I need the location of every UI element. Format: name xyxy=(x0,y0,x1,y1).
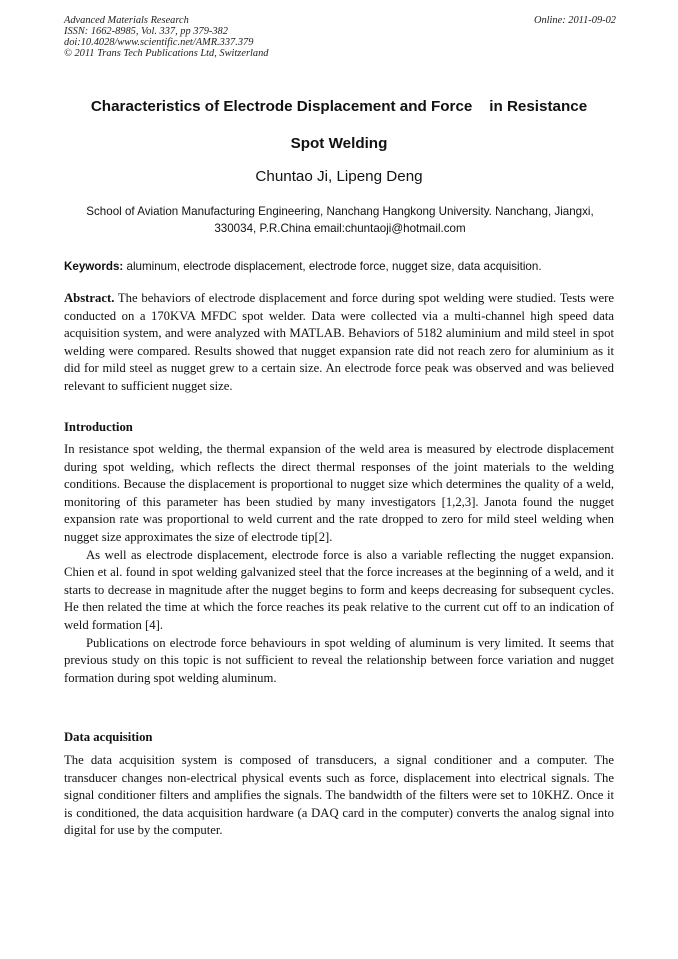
doi-line: doi:10.4028/www.scientific.net/AMR.337.379 xyxy=(64,37,254,48)
introduction-heading: Introduction xyxy=(64,420,133,434)
affiliation xyxy=(64,203,616,237)
issn-line: ISSN: 1662-8985, Vol. 337, pp 379-382 xyxy=(64,26,228,37)
introduction-paragraph: Publications on electrode force behaviours in spot welding of aluminum is very limited. It seems that previous study on this topic is not sufficient to reveal the relationship between force variation and nugget formation during spot welding aluminum. xyxy=(64,635,614,685)
paper-title xyxy=(40,88,638,162)
data-acquisition-heading: Data acquisition xyxy=(64,730,153,744)
copyright-line: © 2011 Trans Tech Publications Ltd, Switzerland xyxy=(64,48,269,59)
affiliation-line-2: 330034, P.R.China email:chuntaoji@hotmail.com xyxy=(214,222,466,235)
online-date: Online: 2011-09-02 xyxy=(533,15,616,26)
introduction-paragraph: As well as electrode displacement, electrode force is also a variable reflecting the nugget expansion. Chien et al. found in spot welding galvanized steel that the force increases at the beginning of a weld, and it starts to decrease in magnitude after the nugget begins to form and keeps decreasing for subsequent cycles. He then related the time at which the force reaches its peak relative to the current cut off to an indication of weld formation [4]. xyxy=(64,547,614,632)
keywords-text: aluminum, electrode displacement, electrode force, nugget size, data acquisition. xyxy=(123,260,542,273)
introduction-body xyxy=(64,441,614,687)
journal-header xyxy=(64,15,616,59)
title-line-1: Characteristics of Electrode Displacement and Force in Resistance xyxy=(90,98,588,115)
data-acquisition-body xyxy=(64,752,614,840)
authors: Chuntao Ji, Lipeng Deng xyxy=(255,168,423,185)
data-acquisition-paragraph: The data acquisition system is composed of transducers, a signal conditioner and a computer. The transducer changes non-electrical physical events such as force, displacement into electrical signals. The signal conditioner filters and amplifies the signals. The bandwidth of the filters were set to 10KHZ. Once it is conditioned, the data acquisition hardware (a DAQ card in the computer) converts the analog signal into digital for use by the computer. xyxy=(64,753,614,838)
abstract xyxy=(64,290,614,396)
abstract-label: Abstract. xyxy=(64,291,115,305)
affiliation-line-1: School of Aviation Manufacturing Engineering, Nanchang Hangkong University. Nanchang, Jiangxi, xyxy=(86,205,594,218)
keywords xyxy=(64,259,616,275)
introduction-paragraph: In resistance spot welding, the thermal expansion of the weld area is measured by electrode displacement during spot welding, which reflects the direct thermal responses of the joint materials to the welding conditions. Because the displacement is proportional to nugget size which determines the quality of a weld, monitoring of this parameter has been studied by many investigators [1,2,3]. Janota found the nugget expansion rate was proportional to weld current and the rate dropped to zero for mild steel welding when nugget size approximates the size of electrode tip[2]. xyxy=(64,442,614,544)
journal-name: Advanced Materials Research xyxy=(64,15,189,26)
title-line-2: Spot Welding xyxy=(290,135,388,152)
keywords-label: Keywords: xyxy=(64,260,124,273)
abstract-text: The behaviors of electrode displacement and force during spot welding were studied. Tests were conducted on a 170KVA MFDC spot welder. Data were collected via a multi-channel high speed data acquisition system, and were analyzed with MATLAB. Behaviors of 5182 aluminium and mild steel in spot welding were compared. Results showed that nugget expansion rate did not reach zero for aluminium as it did for mild steel as nugget grew to a certain size. An electrode force peak was observed and was believed relevant to sufficient nugget size. xyxy=(64,291,614,393)
